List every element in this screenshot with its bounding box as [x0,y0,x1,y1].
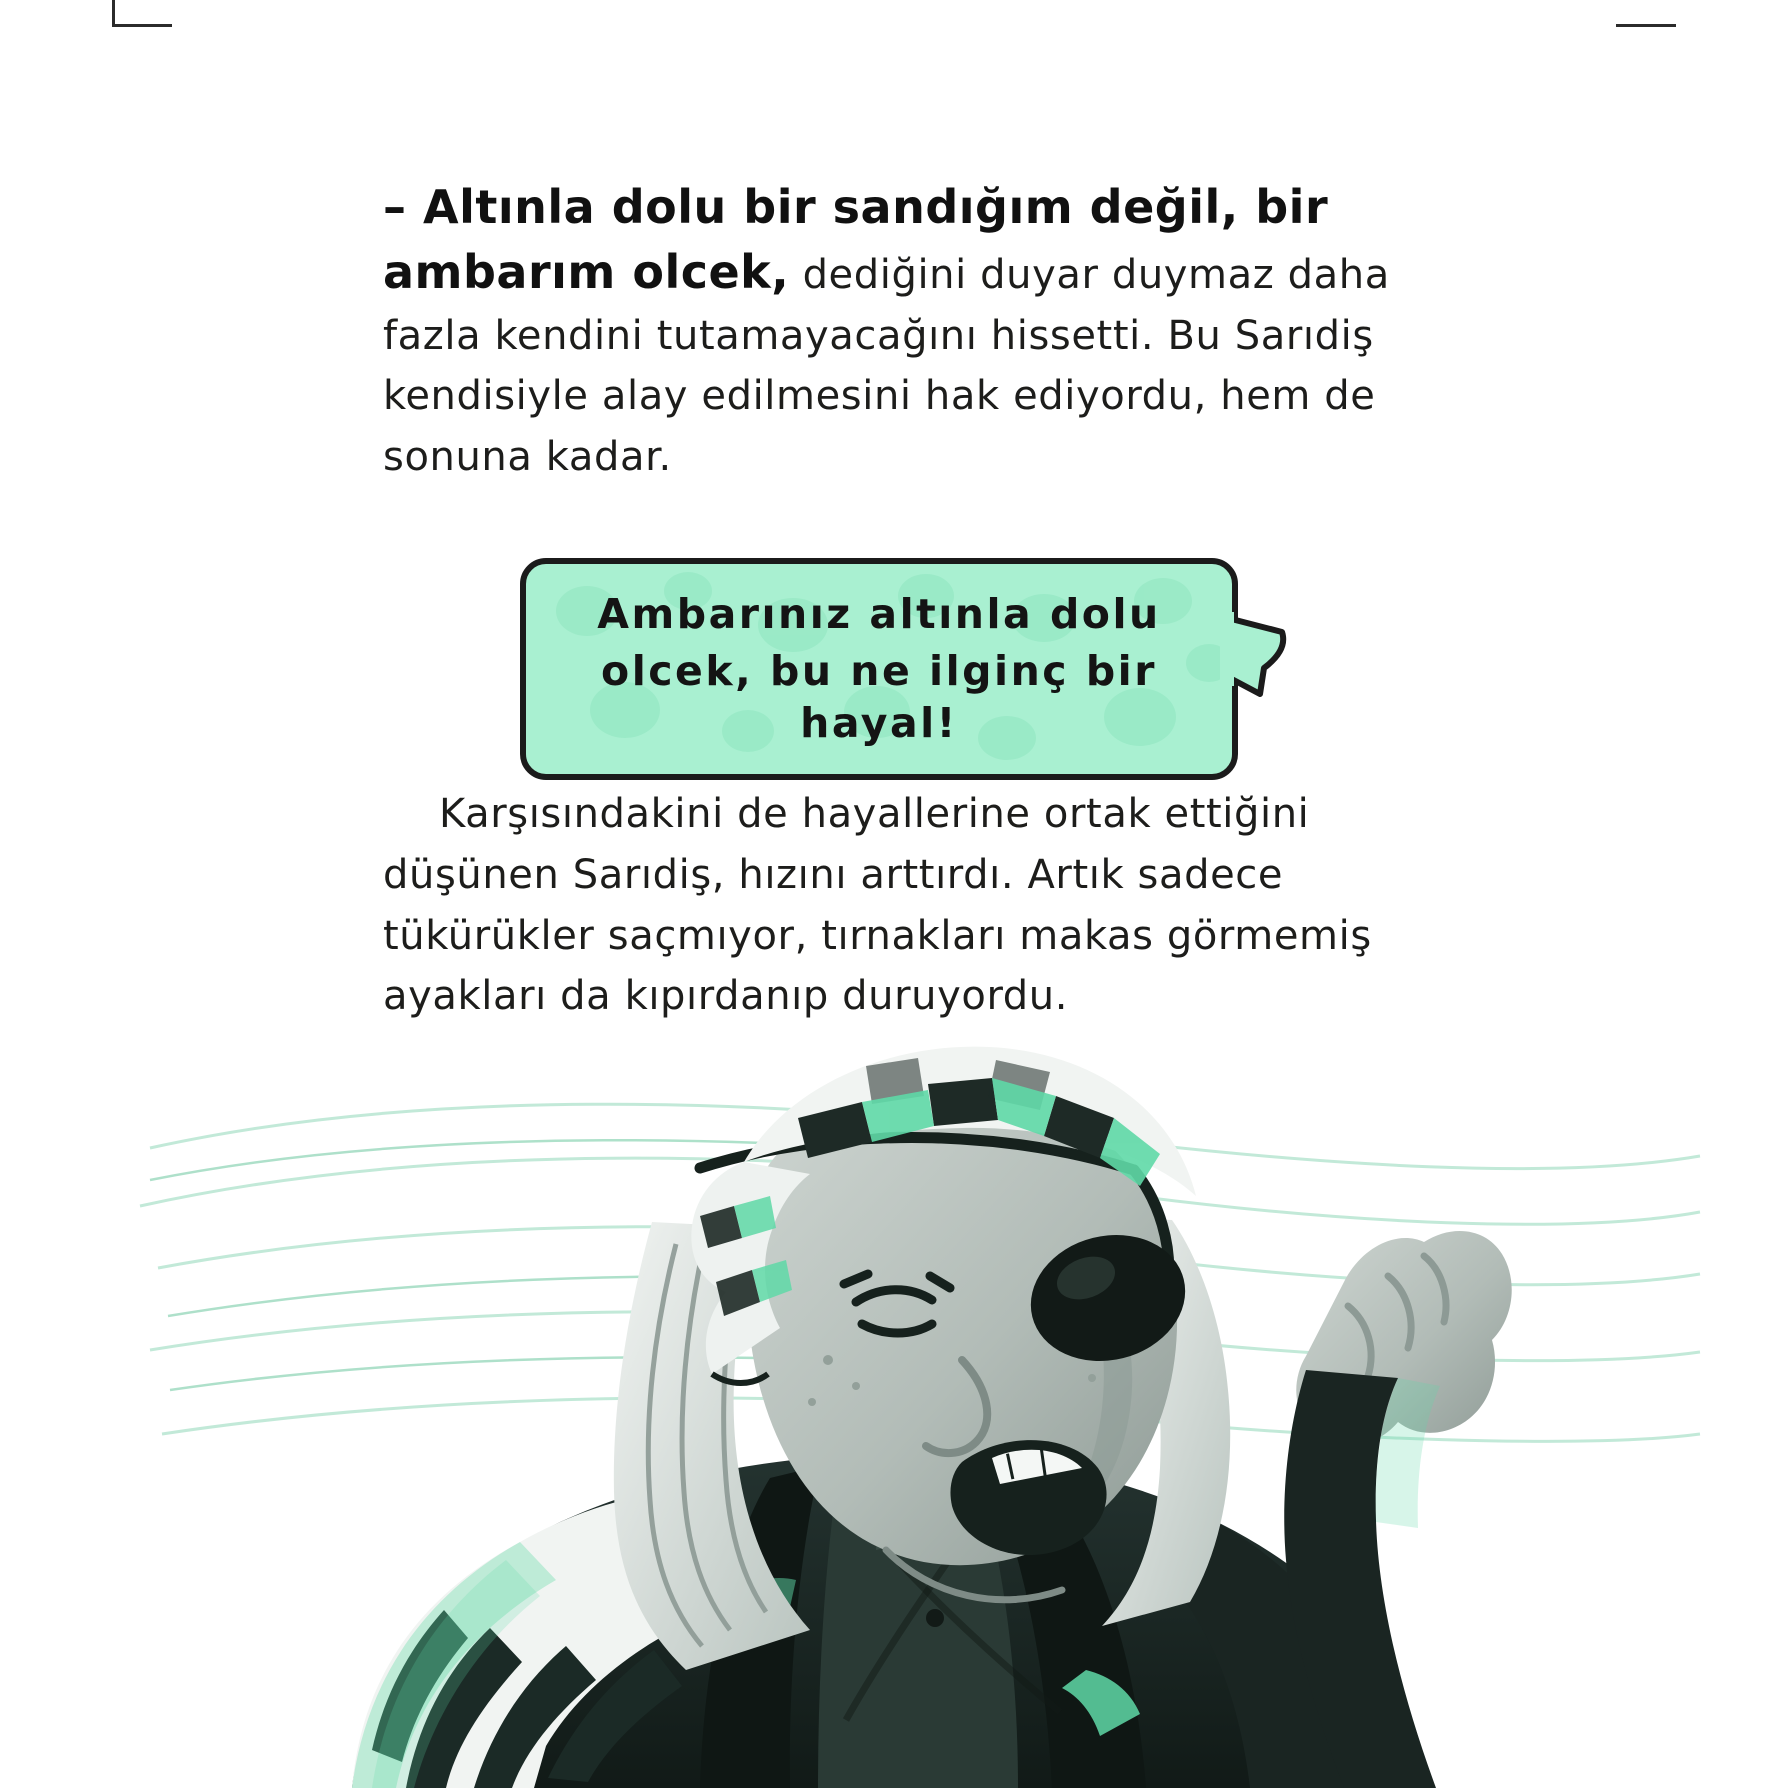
pirate-character-illustration [0,1030,1788,1788]
speech-bubble-line-1: Ambarınız altınla dolu [597,590,1161,639]
pirate-illustration-svg [0,1030,1788,1788]
speech-bubble-text [526,564,1232,774]
paragraph-one-rest: dediğini duyar duymaz daha fazla kendini tutamayacağını hissetti. Bu Sarıdiş kendisiyle alay edilmesini hak ediyordu, hem de sonuna kadar. [383,251,1390,481]
raised-hand [1284,1231,1511,1788]
speech-bubble-body [520,558,1238,780]
speech-bubble-line-2: olcek, bu ne ilginç bir hayal! [601,647,1157,747]
dialogue-shout: – Altınla dolu bir sandığım değil, bir ambarım olcek, [383,180,1329,299]
paragraph-one [383,176,1448,488]
paragraph-two: Karşısındakini de hayallerine ortak ettiğini düşünen Sarıdiş, hızını arttırdı. Artık sadece tükürükler saçmıyor, tırnakları makas görmemiş ayakları da kıpırdanıp duruyordu. [383,790,1372,1020]
speech-bubble [520,558,1280,788]
